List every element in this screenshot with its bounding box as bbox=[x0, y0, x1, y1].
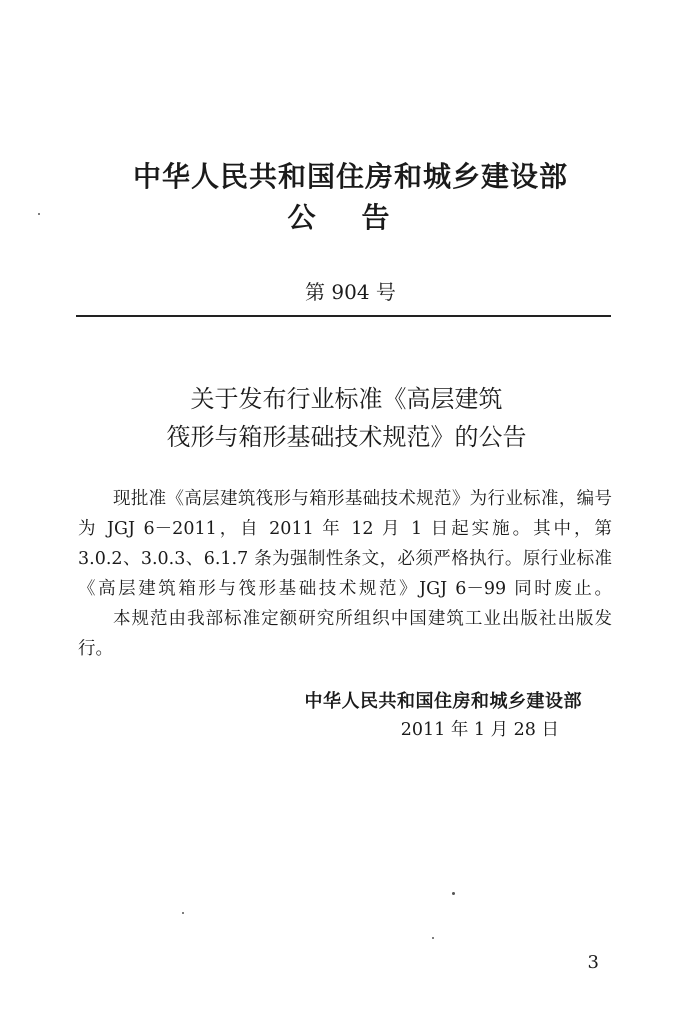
notice-body bbox=[78, 484, 612, 664]
scan-speck bbox=[38, 213, 40, 215]
signature-date: 2011 年 1 月 28 日 bbox=[400, 720, 559, 740]
notice-heading: 公告 bbox=[287, 201, 436, 234]
scan-speck bbox=[452, 892, 455, 895]
notice-number: 第 904 号 bbox=[305, 280, 396, 304]
page-number: 3 bbox=[587, 952, 599, 973]
header-divider bbox=[76, 315, 611, 317]
body-paragraph-1: 现批准《高层建筑筏形与箱形基础技术规范》为行业标准，编号为 JGJ 6－2011，自 2011 年 12 月 1 日起实施。其中，第 3.0.2、3.0.3、6.1.7 条为强制性条文，必须严格执行。原行业标准《高层建筑箱形与筏形基础技术规范》JGJ 6－99 同时废止。 bbox=[78, 489, 612, 599]
subject-line-2: 筏形与箱形基础技术规范》的公告 bbox=[166, 423, 527, 451]
signature-ministry: 中华人民共和国住房和城乡建设部 bbox=[304, 691, 582, 712]
scan-speck bbox=[182, 912, 184, 914]
subject-line-1: 关于发布行业标准《高层建筑 bbox=[190, 385, 503, 413]
ministry-title: 中华人民共和国住房和城乡建设部 bbox=[132, 160, 568, 193]
scan-speck bbox=[432, 937, 434, 939]
notice-subject bbox=[8, 380, 677, 456]
body-paragraph-2: 本规范由我部标准定额研究所组织中国建筑工业出版社出版发行。 bbox=[78, 609, 612, 659]
